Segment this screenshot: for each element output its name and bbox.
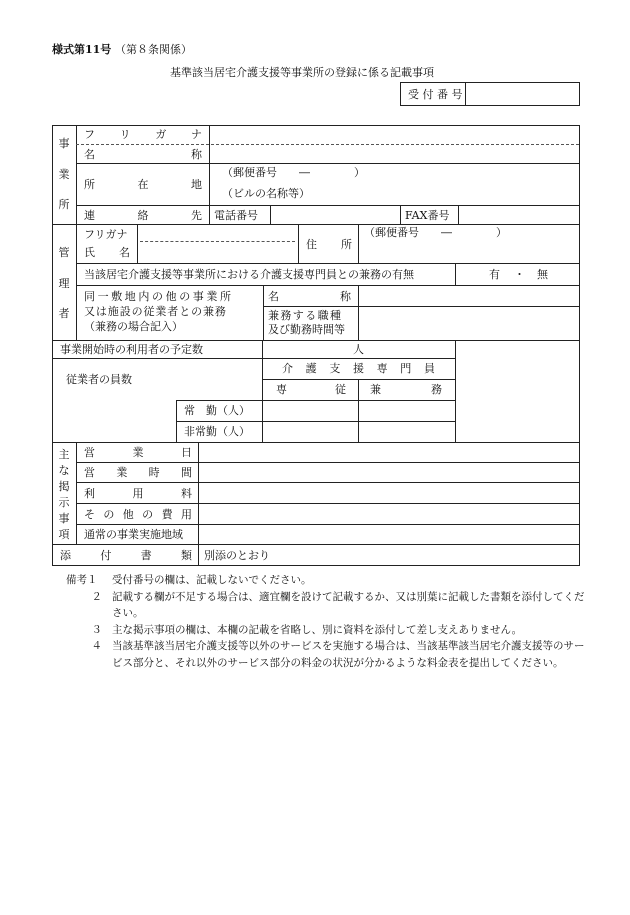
phone-field[interactable]	[272, 207, 398, 223]
manager-postal-label: （郵便番号 ― ）	[364, 226, 507, 239]
regular-concurrent-field[interactable]	[360, 402, 453, 419]
manager-furigana-label: フリガナ	[84, 228, 128, 241]
concurrent-duty-question: 当該居宅介護支援等事業所における介護支援専門員との兼務の有無	[84, 268, 414, 281]
planned-users-field[interactable]	[264, 342, 352, 356]
office-building-label: （ビルの名称等）	[222, 187, 310, 200]
option-separator: ・	[514, 268, 525, 281]
office-name-field[interactable]	[212, 146, 577, 162]
business-hours-label: 営 業 時 間	[84, 466, 192, 479]
manager-name-label: 氏 名	[84, 246, 130, 259]
other-office-name-label: 名 称	[268, 290, 351, 303]
phone-label: 電話番号	[214, 209, 258, 222]
other-office-line: （兼務の場合記入）	[84, 320, 183, 333]
office-address-label: 所 在 地	[84, 178, 202, 191]
other-office-line: 又は施設の従業者との兼務	[84, 305, 227, 318]
office-contact-label: 連 絡 先	[84, 209, 202, 222]
other-costs-label: そ の 他 の 費 用	[84, 508, 192, 521]
postings-section-char: な	[58, 464, 70, 477]
regular-fulltime-field[interactable]	[264, 402, 356, 419]
postings-section-char: 示	[58, 496, 70, 509]
attachments-label: 添 付 書 類	[60, 549, 192, 562]
business-days-field[interactable]	[200, 444, 577, 460]
remark-item: 備考１ 受付番号の欄は、記載しないでください。	[66, 574, 312, 586]
manager-section-char: 管	[58, 246, 70, 259]
manager-address-field[interactable]	[360, 240, 577, 261]
service-area-label: 通常の事業実施地域	[84, 528, 183, 541]
users-unit: 人	[353, 343, 364, 356]
fax-label: FAX番号	[405, 209, 450, 222]
other-costs-field[interactable]	[200, 505, 577, 522]
care-manager-header: 介 護 支 援 専 門 員	[282, 362, 435, 375]
form-number: 様式第11号	[52, 43, 112, 56]
fax-field[interactable]	[460, 207, 577, 223]
remarks	[66, 572, 586, 671]
manager-section-char: 者	[58, 307, 70, 320]
fees-field[interactable]	[200, 484, 577, 501]
part-time-staff-label: 非常勤（人）	[184, 425, 250, 438]
manager-name-field[interactable]	[140, 226, 295, 261]
other-office-name-field[interactable]	[360, 287, 577, 305]
manager-section-char: 理	[58, 277, 70, 290]
form-title: 基準該当居宅介護支援等事業所の登録に係る記載事項	[170, 66, 434, 79]
duty-label-line: 兼務する職種	[268, 309, 343, 322]
postings-section-char: 項	[58, 528, 70, 541]
office-furigana-field[interactable]	[212, 127, 577, 143]
concurrent-header: 兼 務	[370, 383, 442, 396]
employee-count-label: 従業者の員数	[66, 373, 132, 386]
remark-item: ３ 主な掲示事項の欄は、本欄の記載を省略し、別に資料を添付して差し支えありません。	[91, 623, 523, 636]
receipt-number-field[interactable]	[467, 84, 577, 104]
office-section-char: 所	[58, 198, 70, 211]
parttime-fulltime-field[interactable]	[264, 423, 356, 440]
business-days-label: 営 業 日	[84, 446, 192, 459]
duty-label-line: 及び勤務時間等	[268, 323, 345, 336]
remark-item: ２ 記載する欄が不足する場合は、適宜欄を設けて記載するか、又は別葉に記載した書類を添付してください。	[91, 590, 585, 619]
postings-section-char: 掲	[58, 480, 70, 493]
business-hours-field[interactable]	[200, 464, 577, 480]
fees-label: 利 用 料	[84, 487, 192, 500]
office-postal-label: （郵便番号 ― ）	[222, 166, 365, 179]
other-office-line: 同一敷地内の他の事業所	[84, 290, 234, 303]
office-name-label: 名 称	[84, 148, 202, 161]
concurrent-no-option[interactable]: 無	[537, 268, 548, 281]
attachments-value: 別添のとおり	[204, 549, 270, 562]
parttime-concurrent-field[interactable]	[360, 423, 453, 440]
service-area-field[interactable]	[200, 526, 577, 542]
concurrent-yes-option[interactable]: 有	[489, 268, 500, 281]
remark-item: ４ 当該基準該当居宅介護支援等以外のサービスを実施する場合は、当該基準該当居宅介護支援等のサービス部分と、それ以外のサービス部分の料金の状況が分かるような料金表を提出してください。	[91, 640, 585, 669]
planned-users-label: 事業開始時の利用者の予定数	[60, 343, 203, 356]
postings-section-char: 事	[58, 512, 70, 525]
regular-staff-label: 常 勤（人）	[184, 404, 250, 417]
office-section-char: 事	[58, 137, 70, 150]
postings-section-char: 主	[58, 448, 70, 461]
article-reference: （第８条関係）	[115, 43, 192, 56]
duty-field[interactable]	[360, 308, 577, 338]
receipt-number-label: 受 付 番 号	[408, 88, 463, 101]
fulltime-header: 専 従	[276, 383, 346, 396]
office-section-char: 業	[58, 168, 70, 181]
office-furigana-label: フ リ ガ ナ	[84, 128, 202, 141]
manager-address-label: 住 所	[306, 238, 352, 251]
